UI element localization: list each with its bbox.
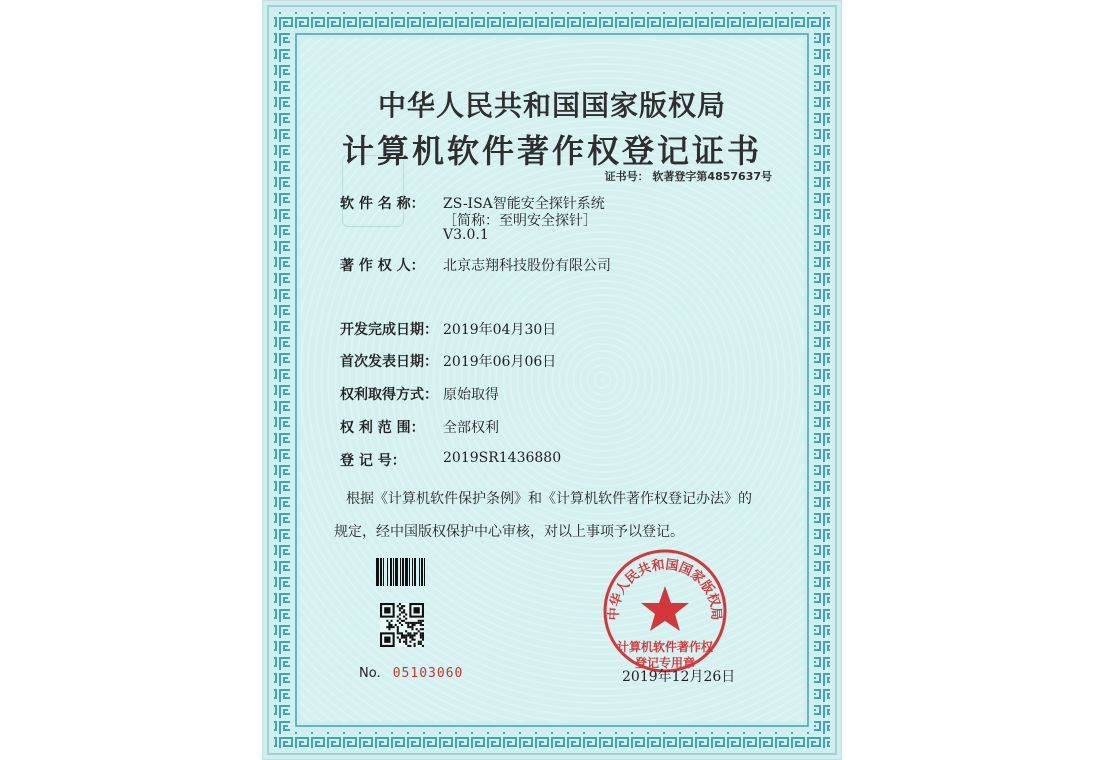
- completion-date-value: 2019年04月30日: [443, 322, 557, 338]
- software-name-label: 软 件 名 称：: [340, 196, 425, 212]
- certificate-number: [605, 168, 772, 184]
- acquire-label: 权利取得方式：: [340, 387, 438, 403]
- reg-no-label: 登 记 号：: [340, 453, 406, 469]
- scope-row: [340, 417, 499, 437]
- seal-line-1: 计算机软件著作权: [616, 640, 713, 654]
- seal-star-icon: [641, 586, 689, 631]
- acquire-row: [340, 384, 499, 404]
- owner-value: 北京志翔科技股份有限公司: [443, 258, 611, 274]
- software-name-row: [340, 193, 605, 213]
- owner-row: [340, 255, 611, 275]
- cert-no-label: 证书号：: [604, 170, 649, 183]
- certificate: [262, 0, 842, 760]
- serial-label: No.: [359, 666, 381, 681]
- publish-date-label: 首次发表日期：: [340, 354, 438, 370]
- software-short-name: ［简称：至明安全探针］: [443, 213, 597, 229]
- barcode: [376, 558, 456, 586]
- statement-line-1: 根据《计算机软件保护条例》和《计算机软件著作权登记办法》的: [346, 491, 752, 507]
- scope-value: 全部权利: [443, 420, 499, 436]
- certificate-title: 计算机软件著作权登记证书: [341, 132, 762, 170]
- qr-code: [380, 603, 424, 647]
- completion-date-row: [340, 319, 557, 339]
- reg-no-value: 2019SR1436880: [443, 450, 562, 466]
- publish-date-value: 2019年06月06日: [443, 354, 557, 370]
- scope-label: 权 利 范 围：: [340, 420, 425, 436]
- serial-number: [359, 666, 463, 681]
- issuer-title: 中华人民共和国国家版权局: [377, 89, 726, 122]
- software-name-value: ZS-ISA智能安全探针系统: [443, 196, 605, 212]
- completion-date-label: 开发完成日期：: [340, 322, 438, 338]
- seal-line-2: 登记专用章: [634, 656, 695, 670]
- issue-date: 2019年12月26日: [622, 669, 736, 685]
- cert-no-value: 软著登字第4857637号: [652, 170, 772, 183]
- statement-line-2: 规定，经中国版权保护中心审核，对以上事项予以登记。: [334, 524, 684, 540]
- seal-arc-text: 中华人民共和国国家版权局: [606, 557, 724, 621]
- software-version: V3.0.1: [443, 227, 489, 243]
- reg-no-row: [340, 450, 562, 470]
- publish-date-row: [340, 351, 557, 371]
- serial-value: 05103060: [392, 666, 464, 681]
- owner-label: 著 作 权 人：: [340, 258, 425, 274]
- acquire-value: 原始取得: [443, 387, 499, 403]
